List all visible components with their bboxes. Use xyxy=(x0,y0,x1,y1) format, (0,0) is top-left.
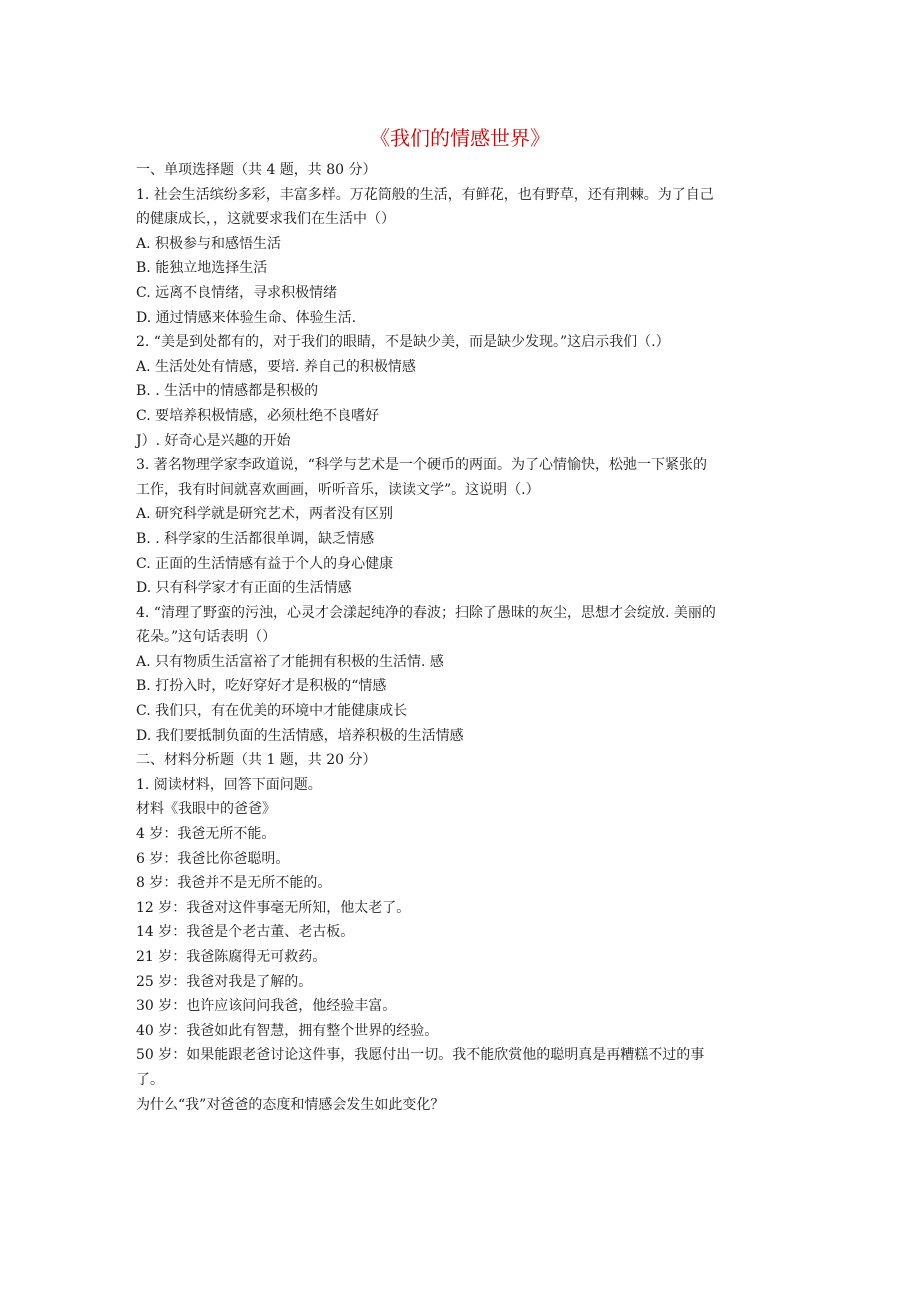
text-line: D. 通过情感来体验生命、体验生活. xyxy=(136,309,357,326)
text-line: D. 我们要抵制负面的生活情感，培养积极的生活情感 xyxy=(136,727,464,744)
text-line: A. 生活处处有情感，要培. 养自己的积极情感 xyxy=(136,358,416,375)
text-line: 25 岁：我爸对我是了解的。 xyxy=(136,973,313,990)
text-line: 材料《我眼中的爸爸》 xyxy=(136,801,276,818)
text-line: C. 正面的生活情感有益于个人的身心健康 xyxy=(136,555,394,572)
text-line: 为什么“我”对爸爸的态度和情感会发生如此变化？ xyxy=(136,1096,445,1113)
text-line: A. 研究科学就是研究艺术，两者没有区别 xyxy=(136,506,394,523)
text-line: 了。 xyxy=(136,1071,164,1088)
text-line: B. . 生活中的情感都是积极的 xyxy=(136,383,319,400)
text-line: J）. 好奇心是兴趣的开始 xyxy=(136,432,291,449)
text-line: B. 打扮入时，吃好穿好才是积极的“情感 xyxy=(136,678,387,695)
text-line: 50 岁：如果能跟老爸讨论这件事，我愿付出一切。我不能欣赏他的聪明真是再糟糕不过的事 xyxy=(136,1047,705,1064)
text-line: B. 能独立地选择生活 xyxy=(136,260,268,277)
text-line: 30 岁：也许应该问问我爸，他经验丰富。 xyxy=(136,998,397,1015)
text-line: A. 只有物质生活富裕了才能拥有积极的生活情. 感 xyxy=(136,653,444,670)
text-line: C. 我们只，有在优美的环境中才能健康成长 xyxy=(136,703,408,720)
text-line: D. 只有科学家才有正面的生活情感 xyxy=(136,580,352,597)
text-line: 3. 著名物理学家李政道说，“科学与艺术是一个硬币的两面。为了心情愉快，松弛一下紧张的 xyxy=(136,457,707,474)
text-line: 2. “美是到处都有的，对于我们的眼睛，不是缺少美，而是缺少发现。”这启示我们（.） xyxy=(136,334,670,351)
text-line: 4 岁：我爸无所不能。 xyxy=(136,826,276,843)
text-line: 40 岁：我爸如此有智慧，拥有整个世界的经验。 xyxy=(136,1022,439,1039)
document-title: 《我们的情感世界》 xyxy=(370,126,550,150)
text-line: 14 岁：我爸是个老古董、老古板。 xyxy=(136,924,355,941)
text-line: 的健康成长，，这就要求我们在生活中（） xyxy=(136,211,395,228)
text-line: 花朵。”这句话表明（） xyxy=(136,629,277,646)
text-line: B. . 科学家的生活都很单调，缺乏情感 xyxy=(136,530,375,547)
document-body xyxy=(136,158,786,1117)
text-line: C. 要培养积极情感，必须杜绝不良嗜好 xyxy=(136,407,380,424)
text-line: 8 岁：我爸并不是无所不能的。 xyxy=(136,875,332,892)
text-line: 6 岁：我爸比你爸聪明。 xyxy=(136,850,290,867)
text-line: A. 积极参与和感悟生活 xyxy=(136,235,282,252)
text-line: 二、材料分析题（共 1 题，共 20 分） xyxy=(136,752,377,769)
text-line: 21 岁：我爸陈腐得无可救药。 xyxy=(136,949,327,965)
text-line: C. 远离不良情绪，寻求积极情绪 xyxy=(136,284,338,301)
text-line: 1. 社会生活缤纷多彩，丰富多样。万花筒般的生活，有鲜花，也有野草，还有荆棘。为了自己 xyxy=(136,186,714,203)
text-line: 一、单项选择题（共 4 题，共 80 分） xyxy=(136,162,377,178)
text-line: 4. “清理了野蛮的污浊，心灵才会漾起纯净的春波；扫除了愚昧的灰尘，思想才会绽放. 美丽的 xyxy=(136,604,716,621)
text-line: 工作，我有时间就喜欢画画，听听音乐，读读文学”。这说明（.） xyxy=(136,481,540,498)
text-line: 1. 阅读材料，回答下面问题。 xyxy=(136,776,322,793)
text-line: 12 岁：我爸对这件事毫无所知，他太老了。 xyxy=(136,899,411,916)
